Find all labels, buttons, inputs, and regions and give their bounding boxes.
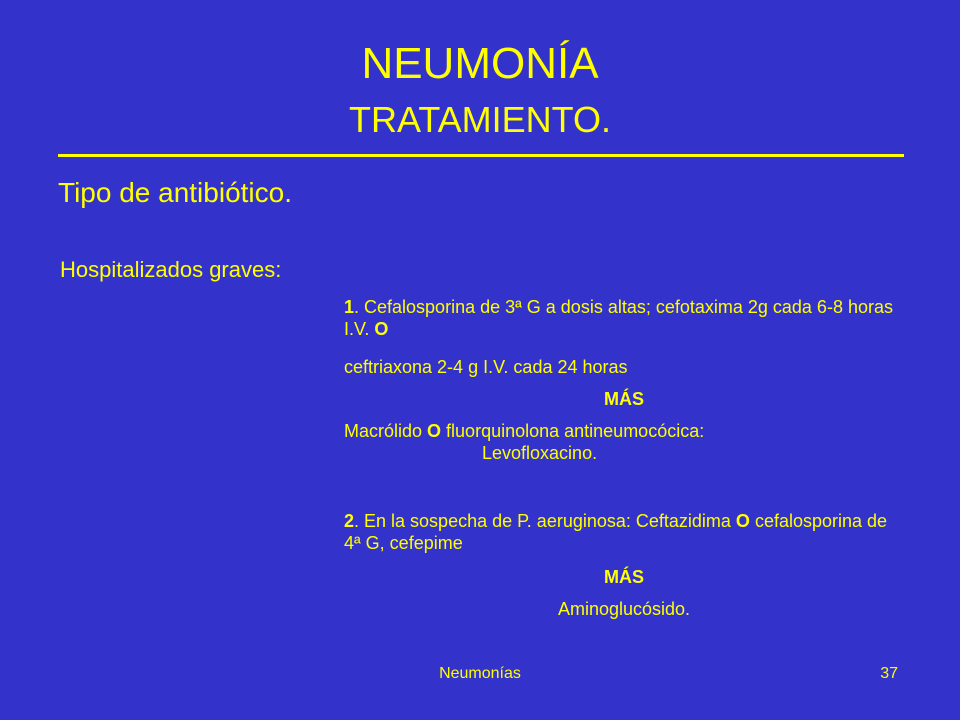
- item1-line1: [344, 296, 904, 340]
- item1-text-c2: fluorquinolona antineumocócica:: [441, 421, 705, 441]
- slide-subtitle-title: TRATAMIENTO.: [348, 99, 611, 140]
- item2-number: 2: [344, 511, 355, 531]
- item1-line-c: [344, 420, 904, 464]
- item1-number: 1: [344, 297, 355, 317]
- item1-text-c1: Macrólido: [344, 421, 428, 441]
- item2-text-c: Aminoglucósido.: [557, 599, 691, 619]
- item1-plus: MÁS: [604, 389, 644, 409]
- item2-plus: MÁS: [604, 567, 644, 587]
- section-label: Hospitalizados graves:: [60, 257, 282, 282]
- topic-heading: Tipo de antibiótico.: [58, 177, 292, 208]
- item2-line1: [344, 510, 904, 554]
- item2-text-a: . En la sospecha de P. aeruginosa: Ceftazidima: [354, 511, 736, 531]
- item2-or1: O: [735, 511, 750, 531]
- item1-text-b: ceftriaxona 2-4 g I.V. cada 24 horas: [344, 357, 628, 377]
- footer-title: Neumonías: [439, 665, 521, 682]
- title-divider: [58, 154, 904, 157]
- item1-text-a: . Cefalosporina de 3ª G a dosis altas; cefotaxima 2g cada 6-8 horas I.V.: [344, 297, 893, 339]
- item1-text-c3: Levofloxacino.: [482, 443, 598, 463]
- page-number: 37: [880, 665, 898, 682]
- item2-text-b: cefalosporina de 4ª G, cefepime: [344, 511, 888, 553]
- slide-title: NEUMONÍA: [361, 39, 599, 88]
- item1-or1: O: [374, 319, 389, 339]
- item1-or2: O: [427, 421, 442, 441]
